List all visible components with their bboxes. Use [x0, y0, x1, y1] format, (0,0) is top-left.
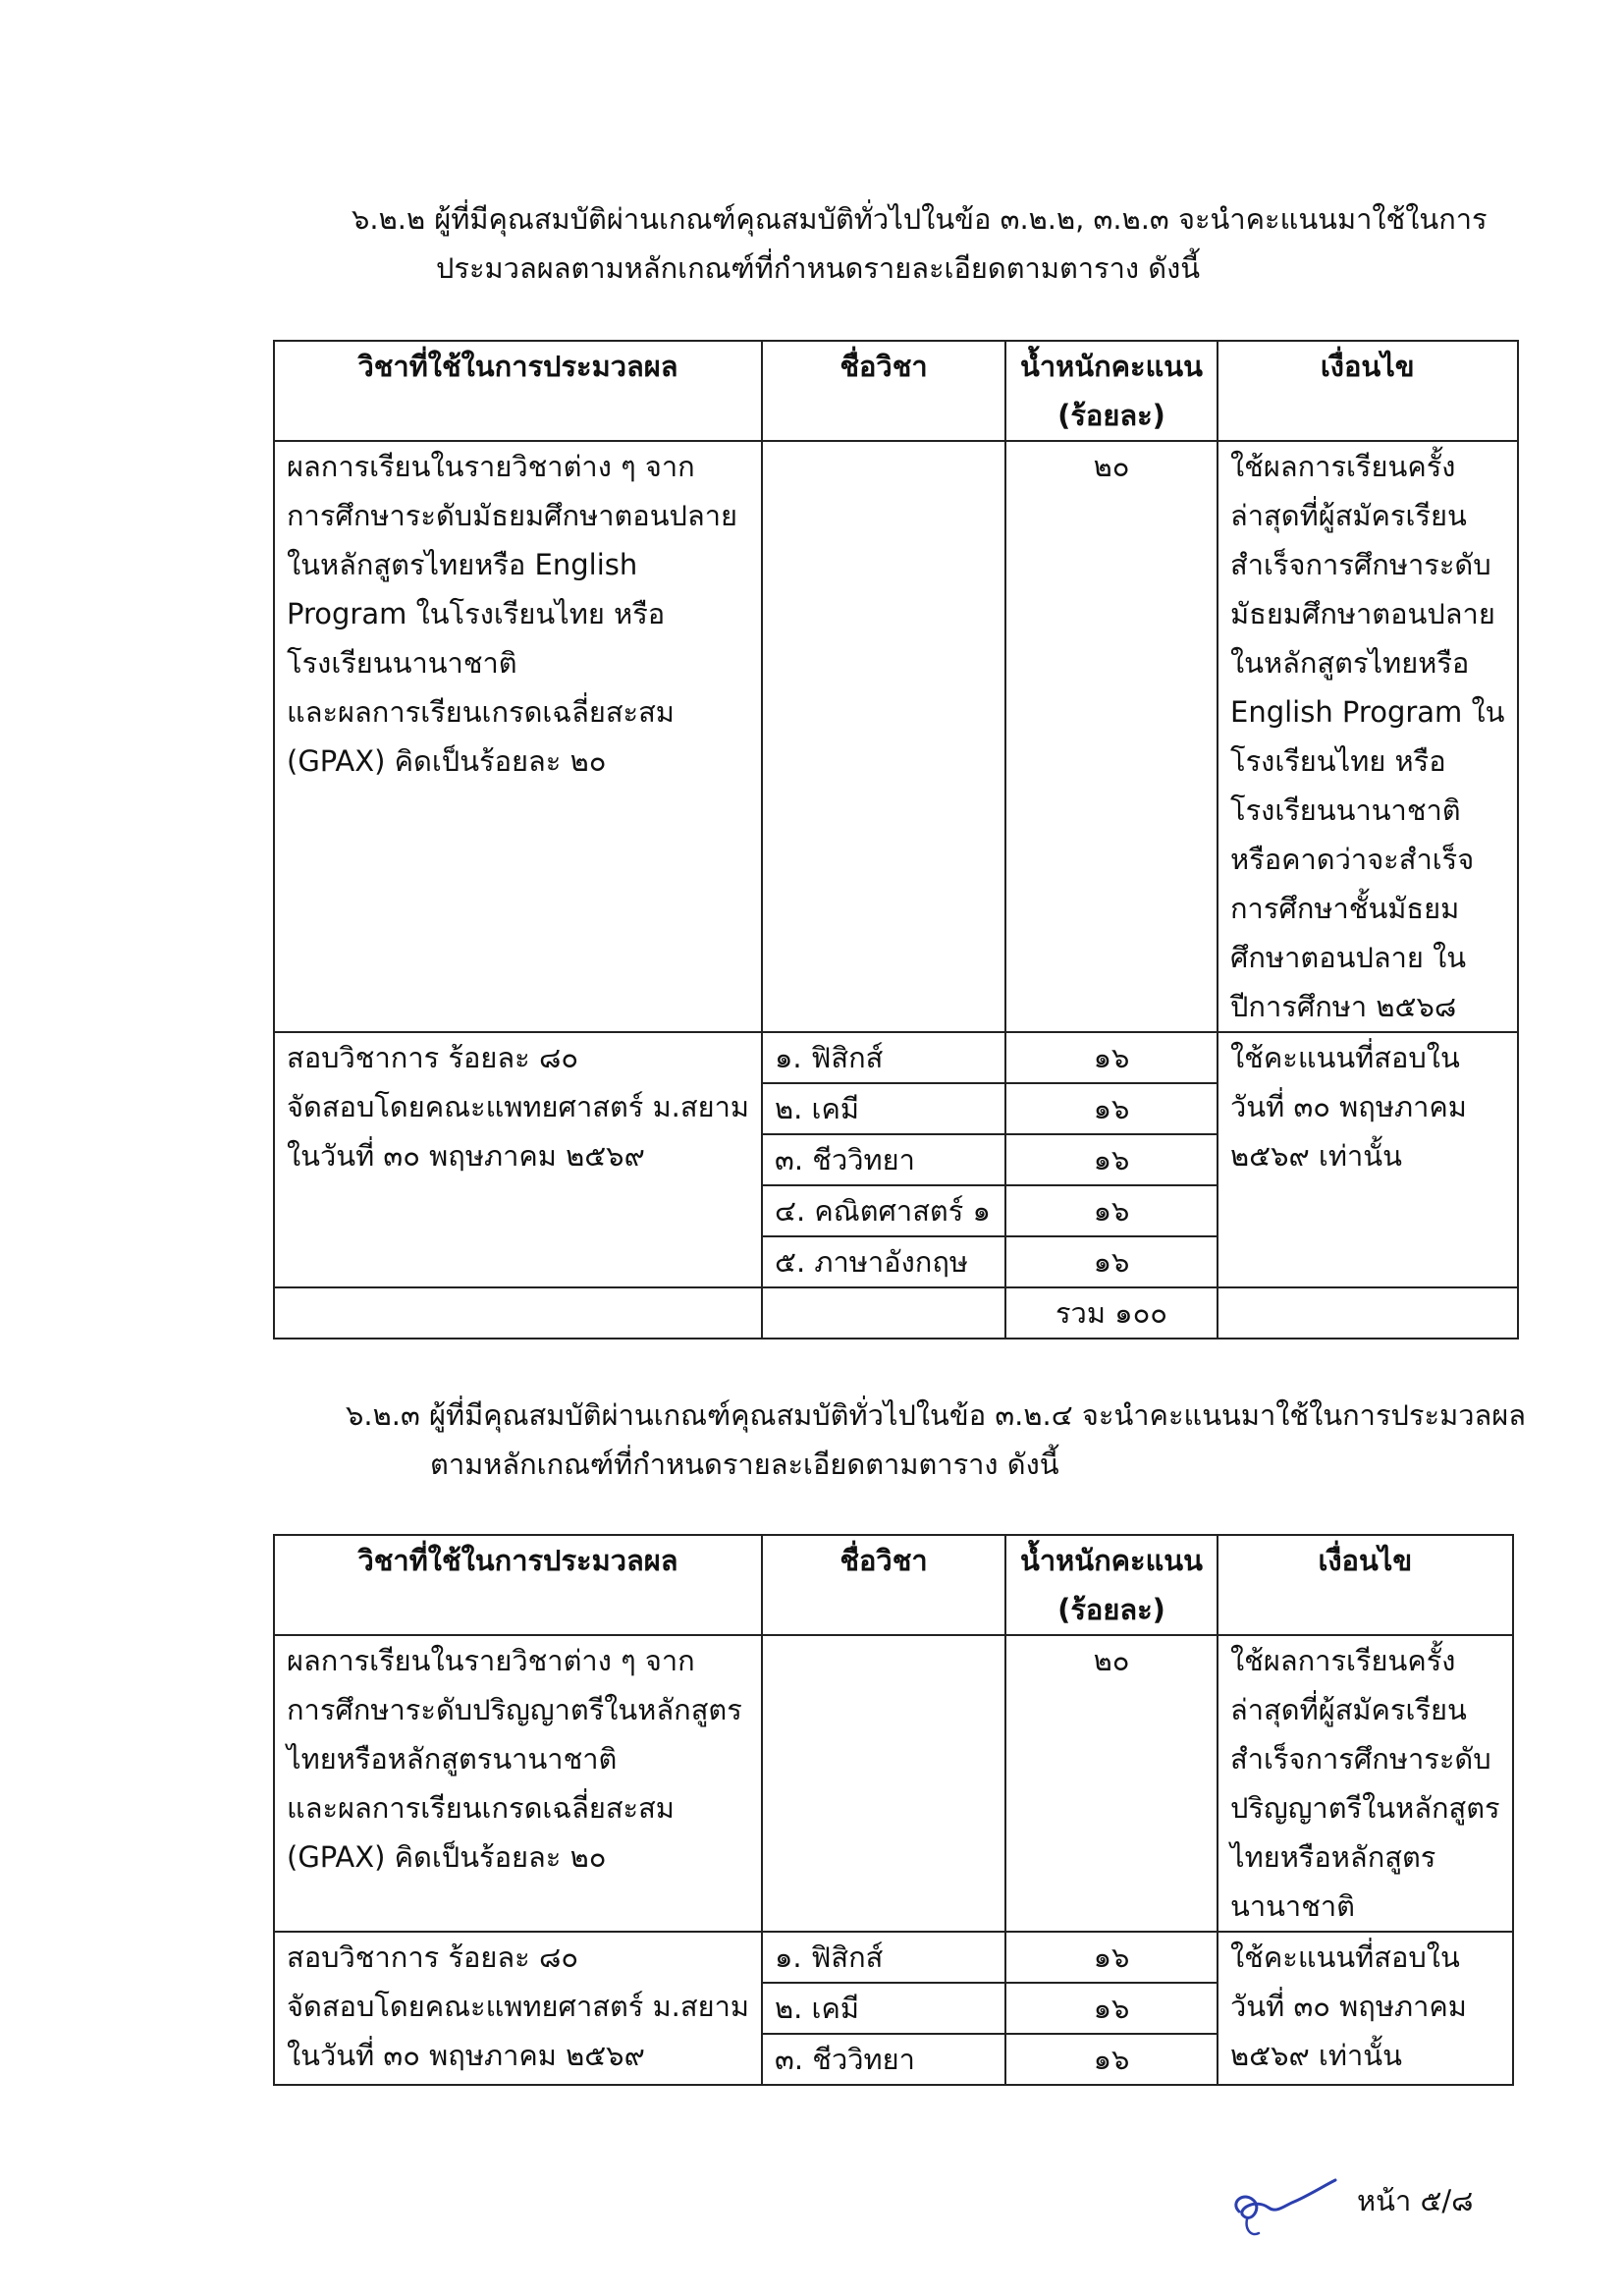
criteria-table-2	[273, 1534, 1514, 2086]
total-weight: รวม ๑๐๐	[1005, 1287, 1218, 1339]
text-line: มัธยมศึกษาตอนปลาย	[1230, 597, 1495, 630]
exam-condition	[1218, 1932, 1513, 2085]
text-line: ๒๕๖๙ เท่านั้น	[1230, 2039, 1402, 2072]
gpax-subject-empty	[762, 441, 1005, 1032]
text-line: การศึกษาระดับปริญญาตรีในหลักสูตร	[287, 1693, 742, 1726]
subject-name: ๕. ภาษาอังกฤษ	[762, 1236, 1005, 1287]
gpax-description	[274, 441, 762, 1032]
text-line: วันที่ ๓๐ พฤษภาคม	[1230, 1090, 1467, 1123]
header-weight-line1: น้ำหนักคะแนน	[1020, 350, 1203, 383]
total-empty-cell	[762, 1287, 1005, 1339]
subject-name: ๔. คณิตศาสตร์ ๑	[762, 1185, 1005, 1236]
subject-weight: ๑๖	[1005, 2034, 1218, 2085]
table-header-row	[274, 1535, 1513, 1635]
text-line: ปีการศึกษา ๒๕๖๘	[1230, 990, 1457, 1023]
section-622-line1: ๖.๒.๒ ผู้ที่มีคุณสมบัติผ่านเกณฑ์คุณสมบัติทั่วไปในข้อ ๓.๒.๒, ๓.๒.๓ จะนำคะแนนมาใช้ในการ	[352, 202, 1488, 236]
text-line: ใช้คะแนนที่สอบใน	[1230, 1941, 1460, 1974]
text-line: โรงเรียนนานาชาติ	[1230, 793, 1461, 827]
text-line: Program ในโรงเรียนไทย หรือ	[287, 597, 666, 630]
text-line: ปริญญาตรีในหลักสูตร	[1230, 1791, 1500, 1825]
text-line: ผลการเรียนในรายวิชาต่าง ๆ จาก	[287, 1644, 695, 1677]
text-line: หรือคาดว่าจะสำเร็จ	[1230, 843, 1475, 876]
exam-condition	[1218, 1032, 1518, 1287]
table-row-gpax	[274, 1635, 1513, 1932]
gpax-subject-empty	[762, 1635, 1005, 1932]
gpax-weight: ๒๐	[1005, 441, 1218, 1032]
gpax-description	[274, 1635, 762, 1932]
header-weight-line2: (ร้อยละ)	[1057, 1593, 1165, 1626]
text-line: การศึกษาระดับมัธยมศึกษาตอนปลาย	[287, 499, 738, 532]
text-line: วันที่ ๓๐ พฤษภาคม	[1230, 1990, 1467, 2023]
text-line: นานาชาติ	[1230, 1889, 1356, 1923]
text-line: ผลการเรียนในรายวิชาต่าง ๆ จาก	[287, 450, 695, 483]
text-line: ในหลักสูตรไทยหรือ English	[287, 548, 638, 581]
subject-name: ๒. เคมี	[762, 1983, 1005, 2034]
subject-name: ๑. ฟิสิกส์	[762, 1932, 1005, 1983]
text-line: ใช้ผลการเรียนครั้ง	[1230, 450, 1456, 483]
header-subject-used: วิชาที่ใช้ในการประมวลผล	[274, 341, 762, 441]
subject-name: ๓. ชีววิทยา	[762, 1134, 1005, 1185]
signature-initials-icon	[1225, 2172, 1341, 2243]
text-line: โรงเรียนนานาชาติ	[287, 646, 517, 680]
table-header-row	[274, 341, 1518, 441]
subject-name: ๓. ชีววิทยา	[762, 2034, 1005, 2085]
text-line: ไทยหรือหลักสูตรนานาชาติ	[287, 1742, 618, 1776]
subject-weight: ๑๖	[1005, 1983, 1218, 2034]
subject-weight: ๑๖	[1005, 1236, 1218, 1287]
header-condition: เงื่อนไข	[1218, 1535, 1513, 1635]
table-row-exam	[274, 1932, 1513, 1983]
exam-description	[274, 1032, 762, 1287]
text-line: ในวันที่ ๓๐ พฤษภาคม ๒๕๖๙	[287, 2039, 645, 2072]
text-line: ศึกษาตอนปลาย ใน	[1230, 941, 1467, 974]
text-line: สำเร็จการศึกษาระดับ	[1230, 548, 1491, 581]
gpax-condition	[1218, 1635, 1513, 1932]
gpax-weight: ๒๐	[1005, 1635, 1218, 1932]
total-empty-cell	[274, 1287, 762, 1339]
header-weight	[1005, 1535, 1218, 1635]
subject-name: ๑. ฟิสิกส์	[762, 1032, 1005, 1083]
text-line: และผลการเรียนเกรดเฉลี่ยสะสม	[287, 695, 675, 729]
table-row-total	[274, 1287, 1518, 1339]
text-line: ในวันที่ ๓๐ พฤษภาคม ๒๕๖๙	[287, 1139, 645, 1173]
subject-weight: ๑๖	[1005, 1083, 1218, 1134]
text-line: ๒๕๖๙ เท่านั้น	[1230, 1139, 1402, 1173]
subject-name: ๒. เคมี	[762, 1083, 1005, 1134]
header-subject-name: ชื่อวิชา	[762, 1535, 1005, 1635]
text-line: ไทยหรือหลักสูตร	[1230, 1840, 1436, 1874]
header-condition: เงื่อนไข	[1218, 341, 1518, 441]
text-line: สำเร็จการศึกษาระดับ	[1230, 1742, 1491, 1776]
section-623-paragraph	[346, 1391, 1526, 1489]
section-622-line2: ประมวลผลตามหลักเกณฑ์ที่กำหนดรายละเอียดตามตาราง ดังนี้	[436, 251, 1201, 285]
text-line: จัดสอบโดยคณะแพทยศาสตร์ ม.สยาม	[287, 1090, 749, 1123]
text-line: ล่าสุดที่ผู้สมัครเรียน	[1230, 1693, 1467, 1726]
subject-weight: ๑๖	[1005, 1932, 1218, 1983]
text-line: สอบวิชาการ ร้อยละ ๘๐	[287, 1041, 579, 1074]
page-number: หน้า ๕/๘	[1357, 2184, 1474, 2217]
header-weight-line1: น้ำหนักคะแนน	[1020, 1544, 1203, 1577]
table-row-exam	[274, 1032, 1518, 1083]
text-line: ล่าสุดที่ผู้สมัครเรียน	[1230, 499, 1467, 532]
header-subject-name: ชื่อวิชา	[762, 341, 1005, 441]
header-subject-used: วิชาที่ใช้ในการประมวลผล	[274, 1535, 762, 1635]
subject-weight: ๑๖	[1005, 1134, 1218, 1185]
text-line: ในหลักสูตรไทยหรือ	[1230, 646, 1470, 680]
header-weight-line2: (ร้อยละ)	[1057, 399, 1165, 432]
section-623-line2: ตามหลักเกณฑ์ที่กำหนดรายละเอียดตามตาราง ดังนี้	[430, 1448, 1059, 1481]
section-622-paragraph	[352, 194, 1488, 293]
text-line: สอบวิชาการ ร้อยละ ๘๐	[287, 1941, 579, 1974]
text-line: โรงเรียนไทย หรือ	[1230, 744, 1446, 778]
subject-weight: ๑๖	[1005, 1185, 1218, 1236]
text-line: จัดสอบโดยคณะแพทยศาสตร์ ม.สยาม	[287, 1990, 749, 2023]
total-empty-cell	[1218, 1287, 1518, 1339]
text-line: (GPAX) คิดเป็นร้อยละ ๒๐	[287, 1840, 607, 1874]
text-line: (GPAX) คิดเป็นร้อยละ ๒๐	[287, 744, 607, 778]
text-line: ใช้คะแนนที่สอบใน	[1230, 1041, 1460, 1074]
text-line: การศึกษาชั้นมัธยม	[1230, 892, 1460, 925]
criteria-table-1	[273, 340, 1519, 1339]
subject-weight: ๑๖	[1005, 1032, 1218, 1083]
text-line: English Program ใน	[1230, 695, 1505, 729]
text-line: และผลการเรียนเกรดเฉลี่ยสะสม	[287, 1791, 675, 1825]
section-623-line1: ๖.๒.๓ ผู้ที่มีคุณสมบัติผ่านเกณฑ์คุณสมบัติทั่วไปในข้อ ๓.๒.๔ จะนำคะแนนมาใช้ในการประมวลผล	[346, 1398, 1527, 1432]
gpax-condition	[1218, 441, 1518, 1032]
table-row-gpax	[274, 441, 1518, 1032]
text-line: ใช้ผลการเรียนครั้ง	[1230, 1644, 1456, 1677]
exam-description	[274, 1932, 762, 2085]
header-weight	[1005, 341, 1218, 441]
